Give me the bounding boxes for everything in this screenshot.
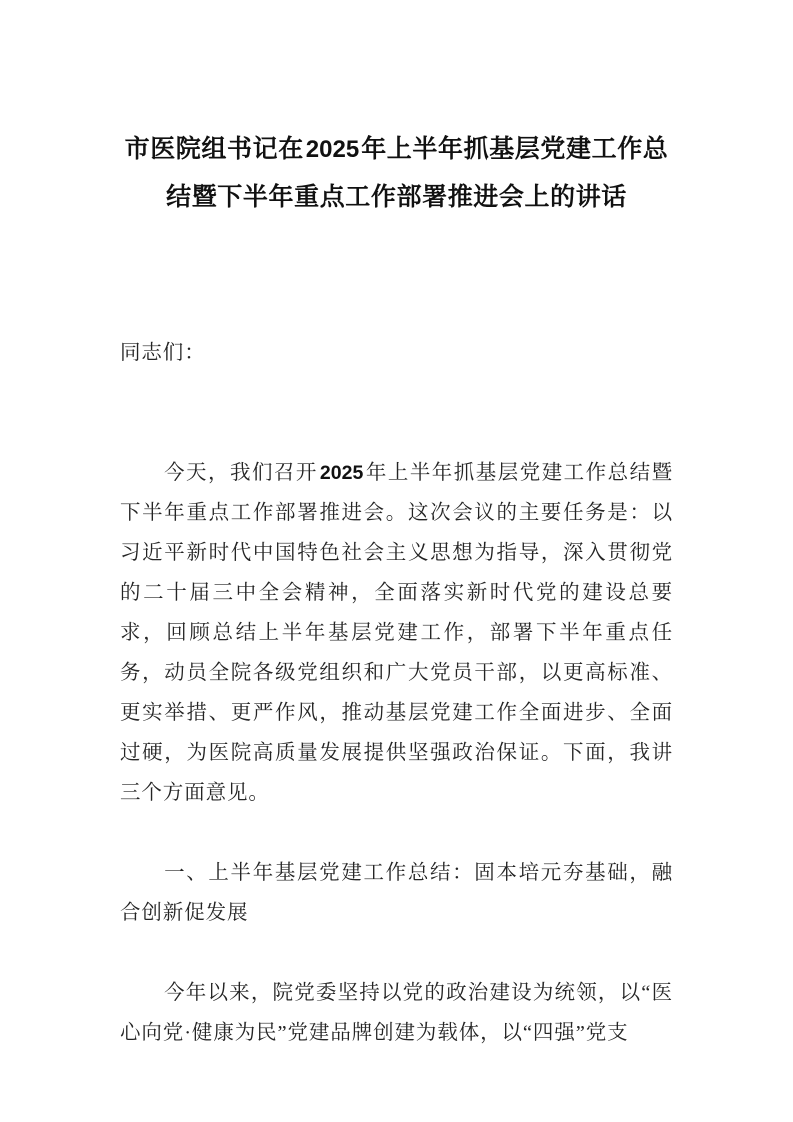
section-heading-1: 一、上半年基层党建工作总结：固本培元夯基础，融合创新促发展 (120, 862, 673, 924)
title-year: 2025 (305, 136, 360, 163)
title-part-1: 市医院组书记在 (124, 136, 304, 163)
salutation: 同志们： (120, 342, 206, 364)
spacer (120, 813, 673, 853)
paragraph-opening-text-1: 今天，我们召开 (164, 462, 318, 484)
paragraph-section-1-body: 今年以来，院党委坚持以党的政治建设为统领，以“医心向党·健康为民”党建品牌创建为载体，以“四强”党支 (120, 982, 673, 1044)
title-block (120, 126, 673, 222)
paragraph-opening-year: 2025 (319, 462, 364, 484)
paragraph-opening-text-2: 年上半年抓基层党建工作总结暨下半年重点工作部署推进会。这次会议的主要任务是：以习近平新时代中国特色社会主义思想为指导，深入贯彻党的二十届三中全会精神，全面落实新时代党的建设总要求，回顾总结上半年基层党建工作，部署下半年重点任务，动员全院各级党组织和广大党员干部，以更高标准、更实举措、更严作风，推动基层党建工作全面进步、全面过硬，为医院高质量发展提供坚强政治保证。下面，我讲三个方面意见。 (120, 462, 673, 804)
document-body (120, 333, 673, 1053)
spacer (120, 933, 673, 973)
document-title (120, 126, 673, 222)
title-part-2: 年上半年抓基层党建工作总结暨下半年重点工作部署推进会上的讲话 (166, 136, 669, 211)
paragraph-opening (120, 453, 673, 813)
spacer (120, 373, 673, 453)
